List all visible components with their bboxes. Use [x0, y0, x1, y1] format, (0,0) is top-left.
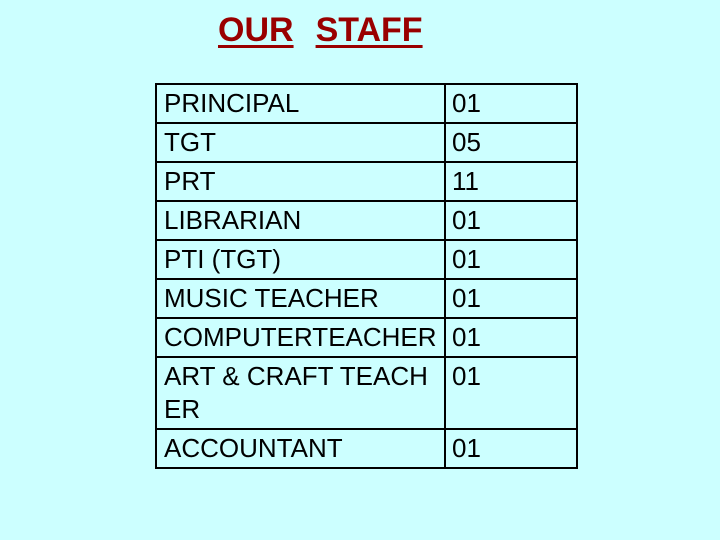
title-word-our: OUR: [218, 11, 294, 49]
staff-count-cell: 01: [445, 240, 577, 279]
staff-count-cell: 05: [445, 123, 577, 162]
staff-role-cell: COMPUTERTEACHER: [156, 318, 445, 357]
staff-count-cell: 01: [445, 429, 577, 468]
table-row-librarian: [156, 201, 577, 240]
table-row-accountant: [156, 429, 577, 468]
staff-count-cell: 01: [445, 201, 577, 240]
staff-role-cell: LIBRARIAN: [156, 201, 445, 240]
staff-role-cell: MUSIC TEACHER: [156, 279, 445, 318]
staff-table: [155, 83, 578, 469]
staff-count-cell: 01: [445, 318, 577, 357]
table-row-prt: [156, 162, 577, 201]
table-row-art-craft-teacher: [156, 357, 577, 429]
table-row-principal: [156, 84, 577, 123]
table-row-music-teacher: [156, 279, 577, 318]
staff-role-cell: ACCOUNTANT: [156, 429, 445, 468]
title-word-staff: STAFF: [315, 11, 423, 49]
table-row-computer-teacher: [156, 318, 577, 357]
staff-role-cell: ART & CRAFT TEACHER: [156, 357, 445, 429]
staff-table-body: [156, 84, 577, 468]
staff-count-cell: 01: [445, 279, 577, 318]
table-row-pti: [156, 240, 577, 279]
staff-role-cell: PRT: [156, 162, 445, 201]
staff-role-cell: TGT: [156, 123, 445, 162]
page-title: [218, 8, 423, 52]
staff-count-cell: 01: [445, 357, 577, 429]
staff-count-cell: 01: [445, 84, 577, 123]
staff-count-cell: 11: [445, 162, 577, 201]
staff-role-cell: PTI (TGT): [156, 240, 445, 279]
table-row-tgt: [156, 123, 577, 162]
staff-role-cell: PRINCIPAL: [156, 84, 445, 123]
